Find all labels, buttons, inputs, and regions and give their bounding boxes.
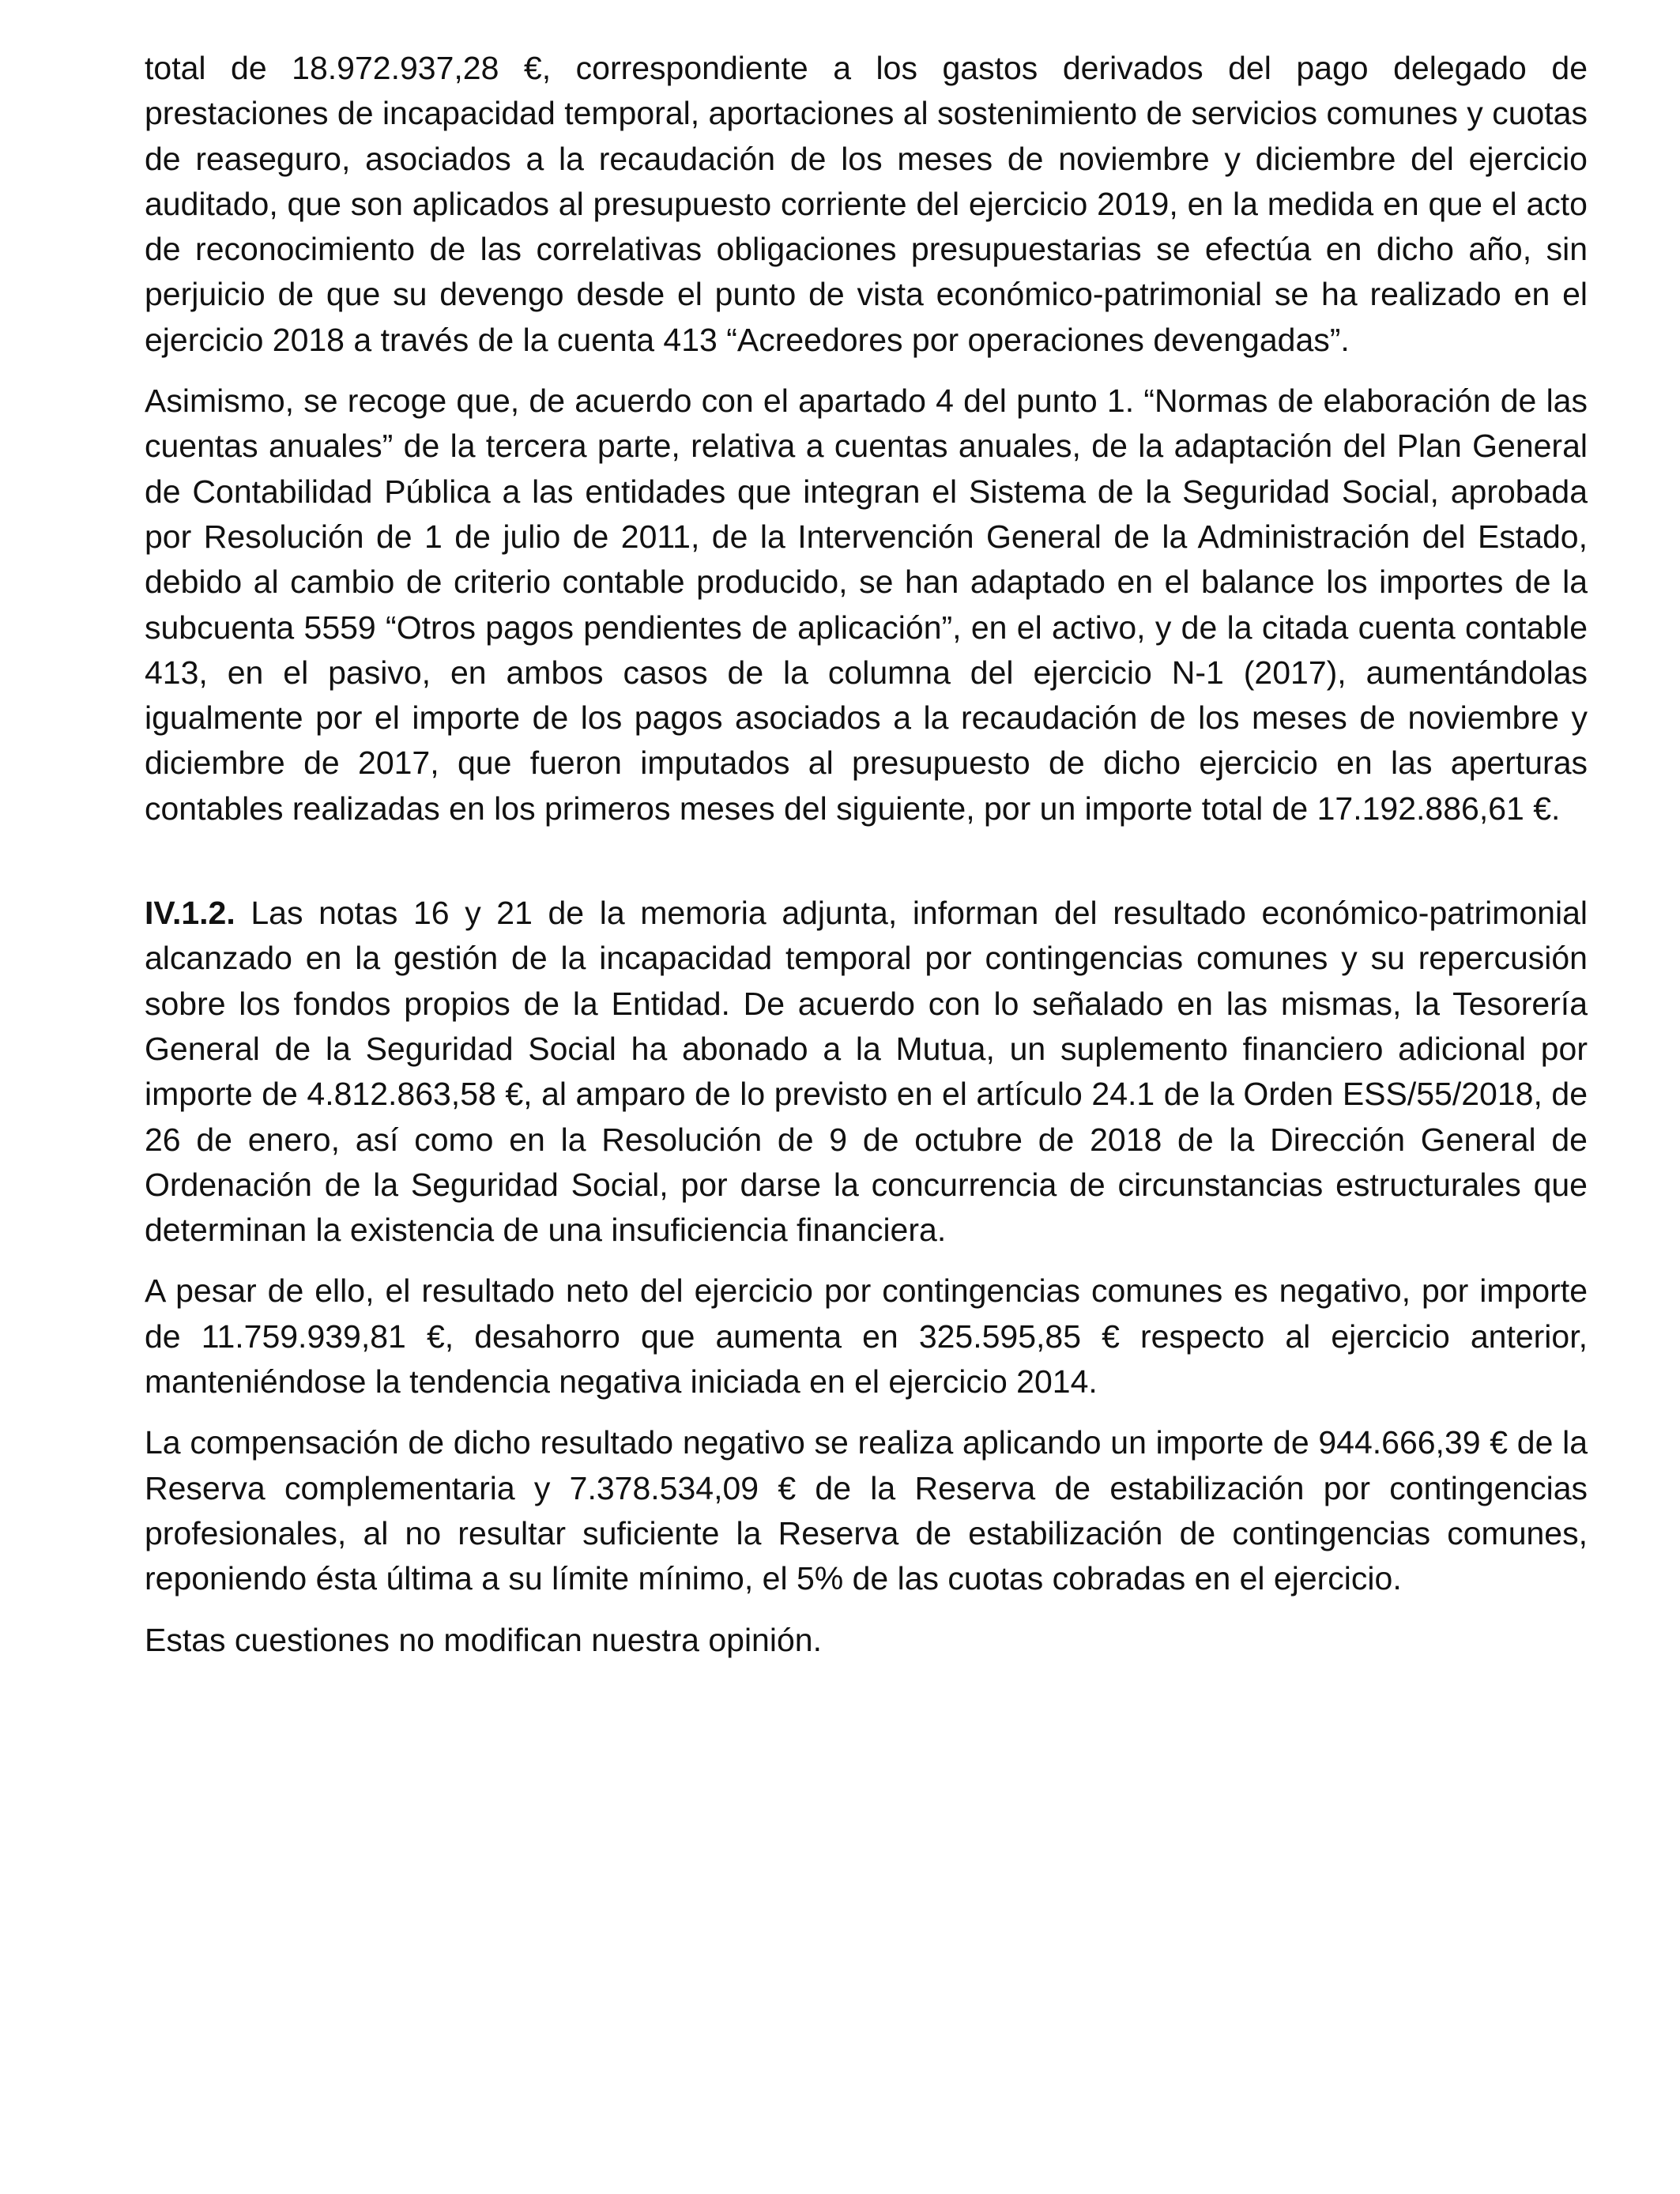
paragraph-resultado-neto: A pesar de ello, el resultado neto del ejercicio por contingencias comunes es negativo, por importe de 11.759.939,81 €, desahorro que aumenta en 325.595,85 € respecto al ejercicio anterior, manteniéndose la tendencia negativa iniciada en el ejercicio 2014. [145, 1272, 1588, 1400]
paragraph-compensacion: La compensación de dicho resultado negativo se realiza aplicando un importe de 944.666,39 € de la Reserva complementaria y 7.378.534,09 € de la Reserva de estabilización por contingencias profesionales, al no resultar suficiente la Reserva de estabilización de contingencias comunes, reponiendo ésta última a su límite mínimo, el 5% de las cuotas cobradas en el ejercicio. [145, 1424, 1588, 1597]
document-page [145, 46, 1588, 1663]
paragraph-pago-delegado: total de 18.972.937,28 €, correspondiente a los gastos derivados del pago delegado de prestaciones de incapacidad temporal, aportaciones al sostenimiento de servicios comunes y cuotas de reaseguro, asociados a la recaudación de los meses de noviembre y diciembre del ejercicio auditado, que son aplicados al presupuesto corriente del ejercicio 2019, en la medida en que el acto de reconocimiento de las correlativas obligaciones presupuestarias se efectúa en dicho año, sin perjuicio de que su devengo desde el punto de vista económico-patrimonial se ha realizado en el ejercicio 2018 a través de la cuenta 413 “Acreedores por operaciones devengadas”. [145, 50, 1588, 358]
section-body-text: Las notas 16 y 21 de la memoria adjunta, informan del resultado económico-patrimonial alcanzado en la gestión de la incapacidad temporal por contingencias comunes y su repercusión sobre los fondos propios de la Entidad. De acuerdo con lo señalado en las mismas, la Tesorería General de la Seguridad Social ha abonado a la Mutua, un suplemento financiero adicional por importe de 4.812.863,58 €, al amparo de lo previsto en el artículo 24.1 de la Orden ESS/55/2018, de 26 de enero, así como en la Resolución de 9 de octubre de 2018 de la Dirección General de Ordenación de la Seguridad Social, por darse la concurrencia de circunstancias estructurales que determinan la existencia de una insuficiencia financiera. [145, 895, 1588, 1249]
paragraph-section-iv-1-2 [145, 891, 1588, 1253]
paragraph-cambio-criterio-contable: Asimismo, se recoge que, de acuerdo con el apartado 4 del punto 1. “Normas de elaboración de las cuentas anuales” de la tercera parte, relativa a cuentas anuales, de la adaptación del Plan General de Contabilidad Pública a las entidades que integran el Sistema de la Seguridad Social, aprobada por Resolución de 1 de julio de 2011, de la Intervención General de la Administración del Estado, debido al cambio de criterio contable producido, se han adaptado en el balance los importes de la subcuenta 5559 “Otros pagos pendientes de aplicación”, en el activo, y de la citada cuenta contable 413, en el pasivo, en ambos casos de la columna del ejercicio N-1 (2017), aumentándolas igualmente por el importe de los pagos asociados a la recaudación de los meses de noviembre y diciembre de 2017, que fueron imputados al presupuesto de dicho ejercicio en las aperturas contables realizadas en los primeros meses del siguiente, por un importe total de 17.192.886,61 €. [145, 383, 1588, 827]
section-label: IV.1.2. [145, 895, 235, 932]
paragraph-opinion: Estas cuestiones no modifican nuestra opinión. [145, 1621, 822, 1658]
